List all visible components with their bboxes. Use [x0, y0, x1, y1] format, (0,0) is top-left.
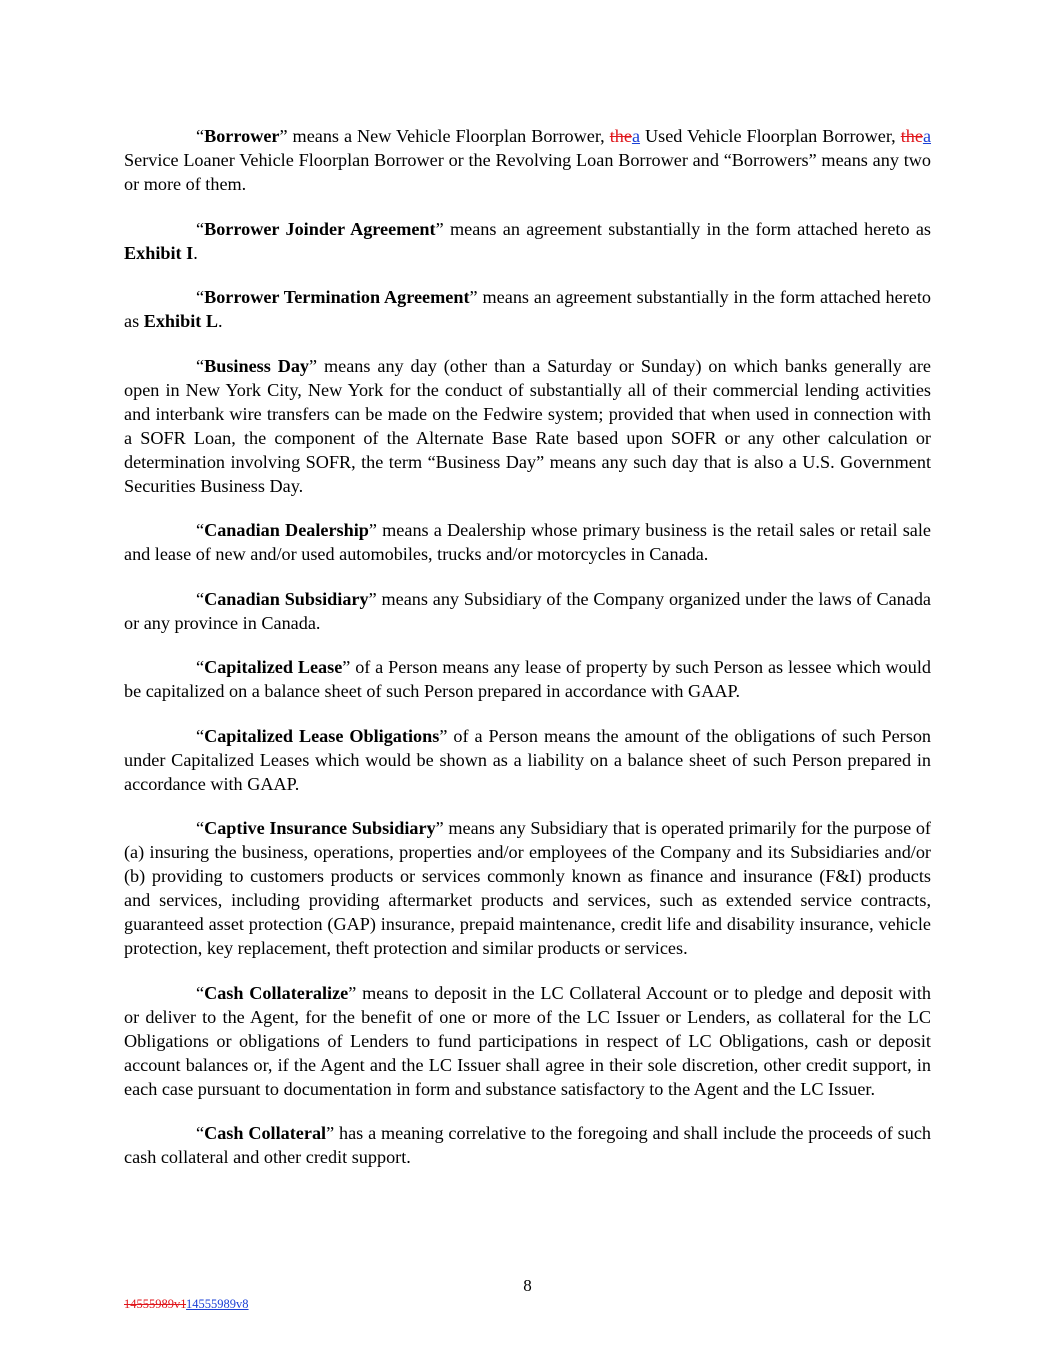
defined-term: Cash Collateralize	[204, 982, 349, 1003]
document-id-footer	[124, 1297, 249, 1312]
definition-borrower-joinder-agreement: “Borrower Joinder Agreement” means an agreement substantially in the form attached hereto as Exhibit I.	[124, 218, 931, 263]
definition-cash-collateralize: “Cash Collateralize” means to deposit in the LC Collateral Account or to pledge and deposit with or deliver to the Agent, for the benefit of one or more of the LC Issuer or Lenders, as collateral for the LC Obligations or obligations of Lenders to fund participations in respect of LC Obligations, cash or deposit account balances or, if the Agent and the LC Issuer shall agree in their sole discretion, other credit support, in each case pursuant to documentation in form and substance satisfactory to the Agent and the LC Issuer.	[124, 982, 932, 1099]
definition-canadian-subsidiary: “Canadian Subsidiary” means any Subsidiary of the Company organized under the laws of Canada or any province in Canada.	[124, 588, 931, 633]
tracked-deletion: the	[900, 126, 923, 146]
tracked-deletion: the	[609, 126, 632, 146]
definition-canadian-dealership: “Canadian Dealership” means a Dealership whose primary business is the retail sales or retail sale and lease of new and/or used automobiles, trucks and/or motorcycles in Canada.	[124, 520, 931, 564]
exhibit-reference: Exhibit L	[143, 311, 218, 331]
tracked-insertion: a	[631, 126, 641, 146]
defined-term: Captive Insurance Subsidiary	[204, 818, 436, 838]
tracked-insertion: a	[922, 126, 932, 146]
defined-term: Capitalized Lease	[204, 657, 343, 677]
defined-term: Capitalized Lease Obligations	[204, 725, 440, 746]
definition-capitalized-lease-obligations: “Capitalized Lease Obligations” of a Person means the amount of the obligations of such Person under Capitalized Leases which would be shown as a liability on a balance sheet of such Person prepared in accordance with GAAP.	[124, 725, 932, 794]
definition-capitalized-lease: “Capitalized Lease” of a Person means any lease of property by such Person as lessee which would be capitalized on a balance sheet of such Person prepared in accordance with GAAP.	[124, 657, 931, 701]
defined-term: Borrower Joinder Agreement	[204, 218, 436, 239]
definition-borrower-termination-agreement: “Borrower Termination Agreement” means an agreement substantially in the form attached hereto as Exhibit L.	[124, 287, 931, 331]
definition-business-day: “Business Day” means any day (other than a Saturday or Sunday) on which banks generally are open in New York City, New York for the conduct of substantially all of their commercial lending activities and interbank wire transfers can be made on the Fedwire system; provided that when used in connection with a SOFR Loan, the component of the Alternate Base Rate based upon SOFR or any other calculation or determination involving SOFR, the term “Business Day” means any such day that is also a U.S. Government Securities Business Day.	[124, 355, 931, 496]
page-number: 8	[523, 1276, 532, 1295]
definition-cash-collateral: “Cash Collateral” has a meaning correlative to the foregoing and shall include the proceeds of such cash collateral and other credit support.	[124, 1123, 932, 1167]
defined-term: Cash Collateral	[204, 1123, 327, 1143]
definition-borrower: “Borrower” means a New Vehicle Floorplan Borrower, thea Used Vehicle Floorplan Borrower, thea Service Loaner Vehicle Floorplan Borrower or the Revolving Loan Borrower and “Borrowers” means any two or more of them.	[124, 126, 932, 194]
new-document-id: 14555989v8	[186, 1297, 249, 1311]
exhibit-reference: Exhibit I	[124, 242, 194, 263]
definition-captive-insurance-subsidiary: “Captive Insurance Subsidiary” means any Subsidiary that is operated primarily for the purpose of (a) insuring the business, operations, properties and/or employees of the Company and its Subsidiaries and/or (b) providing to customers products or services commonly known as finance and insurance (F&I) products and services, including providing aftermarket products and services, such as extended service contracts, guaranteed asset protection (GAP) insurance, prepaid maintenance, credit life and disability insurance, vehicle protection, key replacement, theft protection and similar products or services.	[124, 818, 931, 958]
defined-term: Borrower Termination Agreement	[204, 287, 470, 307]
defined-term: Borrower	[204, 126, 280, 146]
document-body	[124, 124, 931, 1190]
defined-term: Business Day	[204, 355, 310, 376]
old-document-id: 14555989v1	[124, 1297, 187, 1311]
defined-term: Canadian Dealership	[204, 520, 369, 540]
defined-term: Canadian Subsidiary	[204, 588, 369, 609]
